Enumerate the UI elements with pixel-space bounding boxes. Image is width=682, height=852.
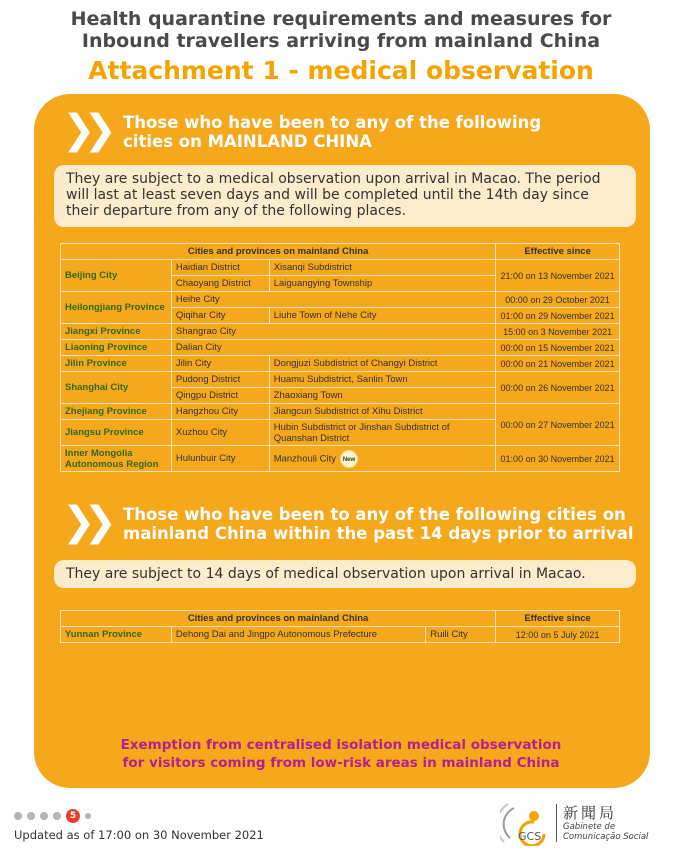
district-cell: Shangrao City (171, 324, 495, 340)
province-cell: Liaoning Province (61, 340, 172, 356)
cities-table-1 (60, 243, 620, 472)
district-cell: Chaoyang District (171, 276, 269, 292)
gcs-logo-text (556, 804, 648, 842)
table-row (61, 446, 620, 472)
effective-cell: 00:00 on 27 November 2021 (496, 404, 620, 446)
exemption-link[interactable] (0, 736, 682, 772)
table-row (61, 372, 620, 388)
subdistrict-text: Manzhouli City (273, 453, 337, 465)
effective-cell: 12:00 on 5 July 2021 (496, 627, 620, 643)
cities-table-2 (60, 610, 620, 643)
table-row (61, 627, 620, 643)
section1-heading (62, 107, 542, 153)
province-cell: Inner Mongolia Autonomous Region (61, 446, 172, 472)
province-cell: Jiangxi Province (61, 324, 172, 340)
table-row (61, 292, 620, 308)
district-cell: Heihe City (171, 292, 495, 308)
table-header-row (61, 611, 620, 627)
page-dot-active[interactable]: 5 (66, 809, 80, 823)
district-cell: Jilin City (171, 356, 269, 372)
province-cell: Beijing City (61, 260, 172, 292)
subdistrict-cell: Ruili City (426, 627, 496, 643)
district-cell: Hangzhou City (171, 404, 269, 420)
subdistrict-cell: Laiguangying Township (269, 276, 496, 292)
province-cell: Shanghai City (61, 372, 172, 404)
exemption-line-1[interactable]: Exemption from centralised isolation medical observation (120, 737, 562, 753)
subdistrict-cell: Liuhe Town of Nehe City (269, 308, 496, 324)
province-cell: Zhejiang Province (61, 404, 172, 420)
table-header-row (61, 244, 620, 260)
title-line-1: Health quarantine requirements and measures for (70, 8, 612, 30)
logo-chinese-name: 新聞局 (563, 804, 618, 822)
table-row (61, 324, 620, 340)
new-badge: New (340, 450, 358, 468)
subdistrict-cell: Jiangcun Subdistrict of Xihu District (269, 404, 496, 420)
district-cell: Pudong District (171, 372, 269, 388)
effective-cell: 00:00 on 26 November 2021 (496, 372, 620, 404)
logo-portuguese-line-1: Gabinete de (563, 822, 616, 832)
subdistrict-cell: Huamu Subdistrict, Sanlin Town (269, 372, 496, 388)
district-cell: Qingpu District (171, 388, 269, 404)
page-dot[interactable] (27, 812, 35, 820)
page-indicator (14, 809, 91, 823)
effective-cell: 01:00 on 30 November 2021 (496, 446, 620, 472)
subdistrict-cell: Dongjuzi Subdistrict of Changyi District (269, 356, 496, 372)
district-cell: Dalian City (171, 340, 495, 356)
header-cities: Cities and provinces on mainland China (61, 611, 496, 627)
page-dot[interactable] (85, 813, 91, 819)
effective-cell: 01:00 on 29 November 2021 (496, 308, 620, 324)
effective-cell: 00:00 on 21 November 2021 (496, 356, 620, 372)
double-chevron-icon: ❯❯ (62, 107, 106, 153)
subdistrict-cell (269, 446, 496, 472)
section1-title-line-2: cities on MAINLAND CHINA (123, 132, 372, 151)
subdistrict-cell: Zhaoxiang Town (269, 388, 496, 404)
district-cell: Hulunbuir City (171, 446, 269, 472)
gcs-logo (500, 800, 648, 846)
section1-title-line-1: Those who have been to any of the following (123, 113, 542, 132)
header (0, 8, 682, 88)
province-cell: Yunnan Province (61, 627, 172, 643)
district-cell: Haidian District (171, 260, 269, 276)
table-row (61, 260, 620, 276)
attachment-title: Attachment 1 - medical observation (88, 56, 594, 85)
section2-note: They are subject to 14 days of medical observation upon arrival in Macao. (54, 560, 636, 588)
page-dot[interactable] (40, 812, 48, 820)
gcs-logo-icon (500, 800, 552, 846)
section2-heading (62, 499, 634, 545)
section2-title-line-1: Those who have been to any of the following cities on (123, 505, 626, 524)
header-effective: Effective since (496, 244, 620, 260)
effective-cell: 21:00 on 13 November 2021 (496, 260, 620, 292)
logo-portuguese-line-2: Comunicação Social (563, 832, 649, 842)
effective-cell: 00:00 on 15 November 2021 (496, 340, 620, 356)
double-chevron-icon: ❯❯ (62, 499, 106, 545)
district-cell: Xuzhou City (171, 420, 269, 446)
subdistrict-cell: Hubin Subdistrict or Jinshan Subdistrict of Quanshan District (269, 420, 496, 446)
table-row (61, 340, 620, 356)
page-dot[interactable] (53, 812, 61, 820)
updated-timestamp: Updated as of 17:00 on 30 November 2021 (14, 828, 264, 842)
section2-title-line-2: mainland China within the past 14 days prior to arrival (123, 524, 634, 543)
title-line-2: Inbound travellers arriving from mainland China (81, 30, 601, 52)
exemption-line-2[interactable]: for visitors coming from low-risk areas in mainland China (122, 755, 560, 771)
province-cell: Jilin Province (61, 356, 172, 372)
gcs-logo-letters: GCS (518, 830, 542, 843)
page-dot[interactable] (14, 812, 22, 820)
header-cities: Cities and provinces on mainland China (61, 244, 496, 260)
table-row (61, 404, 620, 420)
district-cell: Dehong Dai and Jingpo Autonomous Prefecture (171, 627, 425, 643)
table-row (61, 356, 620, 372)
header-effective: Effective since (496, 611, 620, 627)
effective-cell: 15:00 on 3 November 2021 (496, 324, 620, 340)
district-cell: Qiqihar City (171, 308, 269, 324)
province-cell: Jiangsu Province (61, 420, 172, 446)
province-cell: Heilongjiang Province (61, 292, 172, 324)
effective-cell: 00:00 on 29 October 2021 (496, 292, 620, 308)
subdistrict-cell: Xisanqi Subdistrict (269, 260, 496, 276)
section1-note: They are subject to a medical observation upon arrival in Macao. The period will last at least seven days and will be completed until the 14th day since their departure from any of the following places. (54, 165, 636, 227)
